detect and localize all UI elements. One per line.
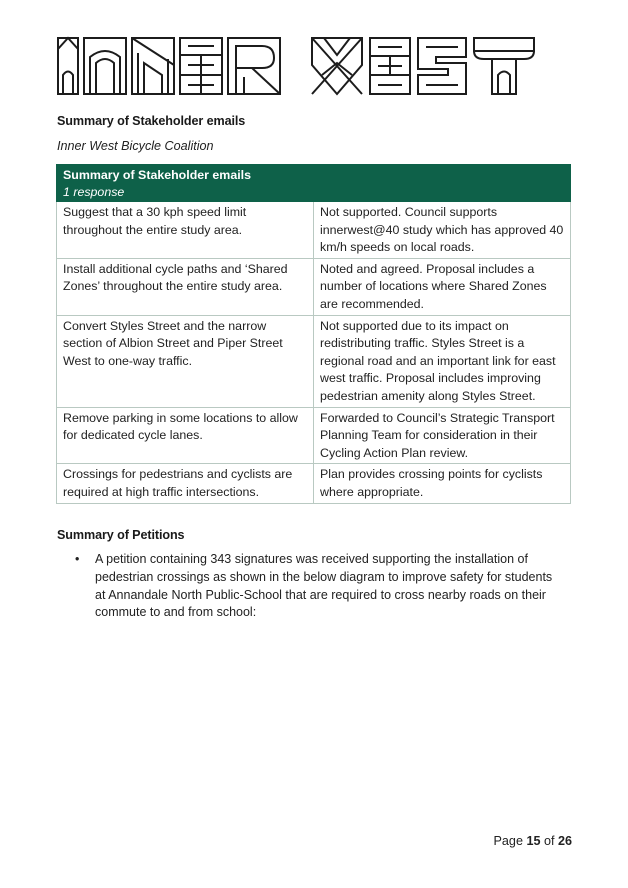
response-cell: Not supported. Council supports innerwest@40 study which has approved 40 km/h speeds on local roads. bbox=[314, 202, 571, 259]
submission-cell: Convert Styles Street and the narrow section of Albion Street and Piper Street West to one-way traffic. bbox=[57, 315, 314, 407]
table-row bbox=[57, 407, 571, 464]
inner-west-logo-graphic bbox=[56, 35, 536, 97]
petitions-list bbox=[57, 551, 557, 622]
response-cell: Plan provides crossing points for cyclists where appropriate. bbox=[314, 464, 571, 503]
list-item bbox=[57, 551, 557, 622]
organisation-name: Inner West Bicycle Coalition bbox=[57, 139, 214, 153]
table-row bbox=[57, 464, 571, 503]
page-number bbox=[494, 834, 572, 848]
page-label: Page bbox=[493, 834, 527, 848]
page-of-label: of bbox=[540, 834, 558, 848]
table-header-response-count: 1 response bbox=[63, 185, 125, 199]
table-header-row bbox=[57, 165, 571, 202]
table-header-title: Summary of Stakeholder emails bbox=[63, 168, 251, 182]
stakeholder-table bbox=[56, 164, 571, 504]
submission-cell: Suggest that a 30 kph speed limit throughout the entire study area. bbox=[57, 202, 314, 259]
table-header-cell bbox=[57, 165, 571, 202]
table-row bbox=[57, 202, 571, 259]
submission-cell: Remove parking in some locations to allow for dedicated cycle lanes. bbox=[57, 407, 314, 464]
response-cell: Forwarded to Council’s Strategic Transport Planning Team for consideration in their Cycling Action Plan review. bbox=[314, 407, 571, 464]
table-row bbox=[57, 315, 571, 407]
stakeholder-heading: Summary of Stakeholder emails bbox=[57, 114, 246, 128]
submission-cell: Crossings for pedestrians and cyclists are required at high traffic intersections. bbox=[57, 464, 314, 503]
current-page: 15 bbox=[526, 834, 541, 848]
response-cell: Not supported due to its impact on redistributing traffic. Styles Street is a regional road and an important link for east west traffic. Proposal includes improving pedestrian amenity along Styles Street. bbox=[314, 315, 571, 407]
bullet-icon: • bbox=[75, 552, 80, 566]
response-cell: Noted and agreed. Proposal includes a number of locations where Shared Zones are recommended. bbox=[314, 258, 571, 315]
petition-text: A petition containing 343 signatures was received supporting the installation of pedestrian crossings as shown in the below diagram to improve safety for students at Annandale North Public-School that are required to cross nearby roads on their commute to and from school: bbox=[95, 552, 553, 620]
inner-west-logo bbox=[56, 35, 536, 97]
submission-cell: Install additional cycle paths and ‘Shared Zones’ throughout the entire study area. bbox=[57, 258, 314, 315]
petitions-heading: Summary of Petitions bbox=[57, 528, 185, 542]
table-row bbox=[57, 258, 571, 315]
total-pages: 26 bbox=[557, 834, 572, 848]
